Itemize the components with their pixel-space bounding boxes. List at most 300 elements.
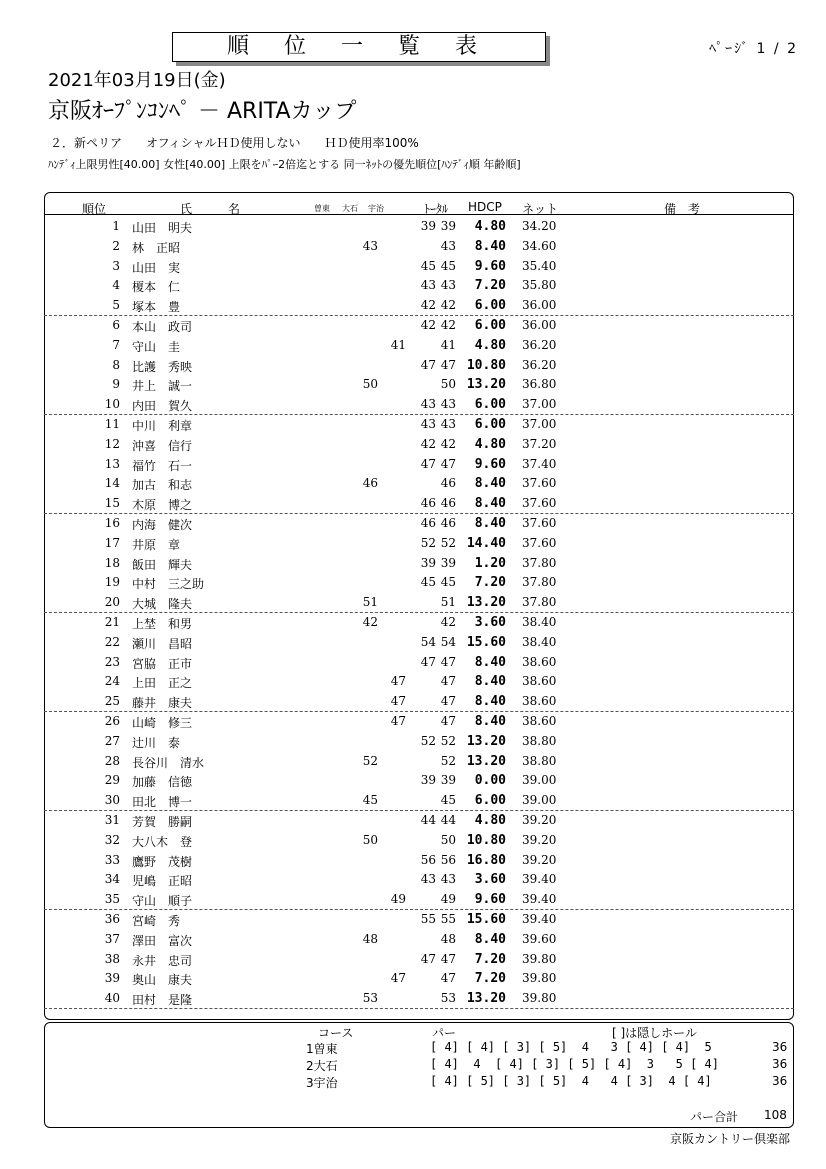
hdcp-cell: 6.00 xyxy=(474,298,506,314)
course-3-score-cell: 46 xyxy=(420,496,436,511)
hdcp-cell: 13.20 xyxy=(466,595,506,611)
rank-cell: 1 xyxy=(112,219,120,233)
rank-cell: 25 xyxy=(104,694,120,709)
hdcp-cell: 9.60 xyxy=(474,892,506,908)
net-cell: 38.60 xyxy=(522,694,557,709)
course-3-score-cell: 52 xyxy=(420,733,436,748)
name-cell: 大八木 登 xyxy=(132,834,193,849)
net-cell: 37.60 xyxy=(522,535,557,550)
table-row xyxy=(44,653,794,673)
course-3-score-cell: 42 xyxy=(420,436,436,451)
name-cell: 福竹 石一 xyxy=(132,458,193,473)
name-cell: 田北 博一 xyxy=(132,795,193,810)
course-3-score-cell: 39 xyxy=(420,219,436,233)
header-course-1: 曽東 xyxy=(314,204,330,213)
rank-cell: 18 xyxy=(104,555,120,570)
rank-cell: 40 xyxy=(104,991,120,1006)
rank-cell: 20 xyxy=(104,595,120,610)
hdcp-cell: 6.00 xyxy=(474,793,506,809)
course-3-score-cell: 42 xyxy=(420,318,436,332)
name-cell: 沖喜 信行 xyxy=(132,438,193,453)
name-cell: 井原 章 xyxy=(132,537,181,552)
course-3-score-cell: 47 xyxy=(420,951,436,966)
total-cell: 50 xyxy=(440,832,456,847)
course-3-score-cell: 43 xyxy=(420,417,436,431)
rank-cell: 34 xyxy=(104,872,120,887)
name-cell: 山田 実 xyxy=(132,260,181,275)
hdcp-cell: 9.60 xyxy=(474,258,506,274)
header-remarks: 備 考 xyxy=(664,202,701,216)
table-row xyxy=(44,890,794,910)
header-divider xyxy=(44,214,794,215)
name-cell: 比護 秀映 xyxy=(132,359,193,374)
rank-cell: 27 xyxy=(104,733,120,748)
total-cell: 47 xyxy=(440,456,456,471)
net-cell: 37.60 xyxy=(522,476,557,491)
total-cell: 43 xyxy=(440,278,456,293)
course-3-score-cell: 52 xyxy=(420,535,436,550)
table-row xyxy=(44,930,794,950)
rank-cell: 19 xyxy=(104,575,120,590)
rank-cell: 13 xyxy=(104,456,120,471)
rank-cell: 11 xyxy=(104,417,120,431)
course-1-score-cell: 45 xyxy=(362,793,378,808)
hdcp-cell: 13.20 xyxy=(466,377,506,393)
table-row xyxy=(44,435,794,455)
net-cell: 37.40 xyxy=(522,456,557,471)
table-row xyxy=(44,514,794,534)
rank-cell: 26 xyxy=(104,714,120,728)
total-cell: 47 xyxy=(440,714,456,728)
net-cell: 39.60 xyxy=(522,931,557,946)
conditions-line-2: ﾊﾝﾃﾞｨ上限男性[40.00] 女性[40.00] 上限をﾊﾟｰ2倍迄とする 同一ﾈｯﾄの優先順位[ﾊﾝﾃﾞｨ順 年齢順] xyxy=(48,158,521,171)
hdcp-cell: 7.20 xyxy=(474,951,506,967)
hdcp-cell: 7.20 xyxy=(474,278,506,294)
rank-cell: 39 xyxy=(104,971,120,986)
course-par: 36 xyxy=(772,1057,788,1071)
net-cell: 38.40 xyxy=(522,615,557,629)
total-cell: 55 xyxy=(440,912,456,926)
net-cell: 38.60 xyxy=(522,714,557,728)
rank-cell: 22 xyxy=(104,634,120,649)
par-header: パー xyxy=(432,1026,457,1040)
name-cell: 内田 賀久 xyxy=(132,399,193,414)
name-cell: 上埜 和男 xyxy=(132,617,193,631)
table-row xyxy=(44,296,794,316)
net-cell: 39.80 xyxy=(522,971,557,986)
total-cell: 41 xyxy=(440,337,456,352)
net-cell: 37.60 xyxy=(522,496,557,511)
rank-cell: 33 xyxy=(104,852,120,867)
total-cell: 46 xyxy=(440,516,456,530)
net-cell: 37.00 xyxy=(522,417,557,431)
net-cell: 35.40 xyxy=(522,258,557,273)
name-cell: 田村 是隆 xyxy=(132,993,193,1008)
group-divider xyxy=(44,1008,794,1009)
rank-cell: 10 xyxy=(104,397,120,412)
course-2-score-cell: 47 xyxy=(390,971,406,986)
total-cell: 39 xyxy=(440,219,456,233)
hdcp-cell: 3.60 xyxy=(474,615,506,630)
name-cell: 塚本 豊 xyxy=(132,300,181,315)
course-3-score-cell: 46 xyxy=(420,516,436,530)
net-cell: 34.20 xyxy=(522,219,557,233)
table-row xyxy=(44,554,794,574)
name-cell: 瀬川 昌昭 xyxy=(132,636,193,651)
name-cell: 藤井 康夫 xyxy=(132,696,193,711)
hdcp-cell: 15.60 xyxy=(466,912,506,927)
name-cell: 山崎 修三 xyxy=(132,716,193,730)
course-1-score-cell: 48 xyxy=(362,931,378,946)
hdcp-cell: 8.40 xyxy=(474,931,506,947)
total-cell: 42 xyxy=(440,298,456,313)
name-cell: 木原 博之 xyxy=(132,498,193,513)
table-row xyxy=(44,910,794,930)
table-row xyxy=(44,672,794,692)
table-row xyxy=(44,712,794,732)
hdcp-cell: 13.20 xyxy=(466,733,506,749)
course-3-score-cell: 47 xyxy=(420,654,436,669)
total-cell: 51 xyxy=(440,595,456,610)
name-cell: 井上 誠一 xyxy=(132,379,193,394)
total-cell: 50 xyxy=(440,377,456,392)
total-cell: 42 xyxy=(440,318,456,332)
total-cell: 39 xyxy=(440,555,456,570)
total-cell: 43 xyxy=(440,397,456,412)
net-cell: 34.60 xyxy=(522,238,557,253)
rank-cell: 16 xyxy=(104,516,120,530)
table-row xyxy=(44,474,794,494)
name-cell: 児嶋 正昭 xyxy=(132,874,193,889)
hdcp-cell: 8.40 xyxy=(474,516,506,531)
net-cell: 37.80 xyxy=(522,595,557,610)
table-row xyxy=(44,613,794,633)
rank-cell: 14 xyxy=(104,476,120,491)
net-cell: 39.00 xyxy=(522,793,557,808)
total-cell: 46 xyxy=(440,476,456,491)
total-cell: 42 xyxy=(440,615,456,629)
total-cell: 47 xyxy=(440,654,456,669)
total-cell: 47 xyxy=(440,971,456,986)
course-3-score-cell: 43 xyxy=(420,872,436,887)
total-cell: 48 xyxy=(440,931,456,946)
name-cell: 守山 圭 xyxy=(132,339,181,354)
table-row xyxy=(44,375,794,395)
name-cell: 飯田 輝夫 xyxy=(132,557,193,572)
total-cell: 45 xyxy=(440,258,456,273)
course-holes: [ 4] 4 [ 4] [ 3] [ 5] [ 4] 3 5 [ 4] xyxy=(430,1057,719,1071)
total-cell: 43 xyxy=(440,872,456,887)
net-cell: 38.40 xyxy=(522,634,557,649)
name-cell: 加藤 信徳 xyxy=(132,775,193,790)
net-cell: 39.80 xyxy=(522,951,557,966)
hdcp-cell: 7.20 xyxy=(474,971,506,987)
course-3-score-cell: 54 xyxy=(420,634,436,649)
hdcp-cell: 4.80 xyxy=(474,337,506,353)
table-row xyxy=(44,969,794,989)
rank-cell: 29 xyxy=(104,773,120,788)
course-1-score-cell: 50 xyxy=(362,377,378,392)
course-3-score-cell: 44 xyxy=(420,813,436,827)
course-name: 3宇治 xyxy=(306,1076,338,1090)
rank-cell: 28 xyxy=(104,753,120,768)
table-row xyxy=(44,534,794,554)
table-row xyxy=(44,276,794,296)
header-total: ﾄｰﾀﾙ xyxy=(424,202,449,216)
net-cell: 37.80 xyxy=(522,575,557,590)
par-total-value: 108 xyxy=(764,1108,787,1122)
rank-cell: 35 xyxy=(104,892,120,907)
total-cell: 45 xyxy=(440,575,456,590)
name-cell: 加古 和志 xyxy=(132,478,193,493)
total-cell: 43 xyxy=(440,417,456,431)
net-cell: 37.00 xyxy=(522,397,557,412)
total-cell: 47 xyxy=(440,357,456,372)
total-cell: 45 xyxy=(440,793,456,808)
name-cell: 芳賀 勝嗣 xyxy=(132,815,193,829)
net-cell: 37.20 xyxy=(522,436,557,451)
course-header: コース xyxy=(318,1026,354,1040)
name-cell: 林 正昭 xyxy=(132,240,181,255)
table-row xyxy=(44,752,794,772)
net-cell: 38.80 xyxy=(522,733,557,748)
rank-cell: 15 xyxy=(104,496,120,511)
rank-cell: 3 xyxy=(112,258,120,273)
course-1-score-cell: 50 xyxy=(362,832,378,847)
name-cell: 守山 順子 xyxy=(132,894,193,909)
hdcp-cell: 13.20 xyxy=(466,753,506,769)
hdcp-cell: 6.00 xyxy=(474,397,506,413)
hdcp-cell: 4.80 xyxy=(474,813,506,828)
competition-name: 京阪ｵｰﾌﾟﾝｺﾝﾍﾟ － ARITAカップ xyxy=(48,99,357,124)
course-1-score-cell: 53 xyxy=(362,991,378,1006)
hdcp-cell: 8.40 xyxy=(474,476,506,492)
table-row xyxy=(44,415,794,435)
rank-cell: 23 xyxy=(104,654,120,669)
net-cell: 36.80 xyxy=(522,377,557,392)
hdcp-cell: 16.80 xyxy=(466,852,506,868)
course-3-score-cell: 39 xyxy=(420,773,436,788)
course-1-score-cell: 51 xyxy=(362,595,378,610)
name-cell: 宮脇 正市 xyxy=(132,656,193,671)
course-par: 36 xyxy=(772,1040,788,1054)
hdcp-cell: 14.40 xyxy=(466,535,506,551)
total-cell: 54 xyxy=(440,634,456,649)
course-1-score-cell: 43 xyxy=(362,238,378,253)
course-3-score-cell: 39 xyxy=(420,555,436,570)
rank-cell: 30 xyxy=(104,793,120,808)
course-holes: [ 4] [ 5] [ 3] [ 5] 4 4 [ 3] 4 [ 4] xyxy=(430,1074,712,1088)
table-row xyxy=(44,692,794,712)
net-cell: 38.80 xyxy=(522,753,557,768)
table-row xyxy=(44,395,794,415)
rank-cell: 5 xyxy=(112,298,120,313)
course-3-score-cell: 43 xyxy=(420,397,436,412)
net-cell: 36.20 xyxy=(522,357,557,372)
hdcp-cell: 1.20 xyxy=(474,555,506,571)
rank-cell: 36 xyxy=(104,912,120,926)
net-cell: 39.00 xyxy=(522,773,557,788)
course-1-score-cell: 52 xyxy=(362,753,378,768)
name-cell: 本山 政司 xyxy=(132,320,193,334)
table-row xyxy=(44,811,794,831)
hdcp-cell: 10.80 xyxy=(466,832,506,848)
name-cell: 鷹野 茂樹 xyxy=(132,854,193,869)
table-row xyxy=(44,593,794,613)
table-row xyxy=(44,494,794,514)
course-3-score-cell: 43 xyxy=(420,278,436,293)
hdcp-cell: 4.80 xyxy=(474,436,506,452)
name-cell: 大城 隆夫 xyxy=(132,597,193,612)
course-2-score-cell: 47 xyxy=(390,694,406,709)
net-cell: 35.80 xyxy=(522,278,557,293)
header-rank: 順位 xyxy=(82,202,107,216)
table-row xyxy=(44,237,794,257)
net-cell: 39.20 xyxy=(522,852,557,867)
hdcp-cell: 4.80 xyxy=(474,219,506,234)
table-row xyxy=(44,336,794,356)
table-row xyxy=(44,573,794,593)
rank-cell: 31 xyxy=(104,813,120,827)
table-row xyxy=(44,455,794,475)
course-2-score-cell: 47 xyxy=(390,674,406,689)
hdcp-cell: 10.80 xyxy=(466,357,506,373)
rank-cell: 17 xyxy=(104,535,120,550)
net-cell: 36.00 xyxy=(522,318,557,332)
course-3-score-cell: 56 xyxy=(420,852,436,867)
total-cell: 52 xyxy=(440,753,456,768)
rank-cell: 37 xyxy=(104,931,120,946)
total-cell: 56 xyxy=(440,852,456,867)
hdcp-cell: 6.00 xyxy=(474,417,506,432)
table-row xyxy=(44,316,794,336)
total-cell: 47 xyxy=(440,951,456,966)
net-cell: 39.40 xyxy=(522,912,557,926)
header-course-3: 宇治 xyxy=(368,204,384,213)
total-cell: 43 xyxy=(440,238,456,253)
name-cell: 山田 明夫 xyxy=(132,221,193,235)
net-cell: 36.00 xyxy=(522,298,557,313)
name-cell: 永井 忠司 xyxy=(132,953,193,968)
rank-cell: 21 xyxy=(104,615,120,629)
event-date: 2021年03月19日(金) xyxy=(48,70,226,91)
total-cell: 42 xyxy=(440,436,456,451)
hdcp-cell: 0.00 xyxy=(474,773,506,789)
total-cell: 46 xyxy=(440,496,456,511)
name-cell: 榎本 仁 xyxy=(132,280,181,295)
header-hdcp: HDCP xyxy=(468,200,502,214)
hdcp-cell: 6.00 xyxy=(474,318,506,333)
total-cell: 47 xyxy=(440,674,456,689)
table-row xyxy=(44,771,794,791)
header-net: ネット xyxy=(522,202,559,216)
par-total-label: パー合計 xyxy=(690,1110,739,1124)
table-row xyxy=(44,257,794,277)
rank-cell: 12 xyxy=(104,436,120,451)
course-3-score-cell: 55 xyxy=(420,912,436,926)
course-3-score-cell: 42 xyxy=(420,298,436,313)
net-cell: 39.20 xyxy=(522,832,557,847)
hdcp-cell: 8.40 xyxy=(474,674,506,690)
page-indicator: ﾍﾟｰｼﾞ 1 / 2 xyxy=(709,41,798,57)
course-par: 36 xyxy=(772,1074,788,1088)
total-cell: 47 xyxy=(440,694,456,709)
name-cell: 辻川 泰 xyxy=(132,735,181,750)
hdcp-cell: 15.60 xyxy=(466,634,506,650)
name-cell: 中村 三之助 xyxy=(132,577,205,592)
net-cell: 38.60 xyxy=(522,654,557,669)
hdcp-cell: 8.40 xyxy=(474,654,506,670)
hdcp-cell: 8.40 xyxy=(474,694,506,710)
document-title: 順 位 一 覧 表 xyxy=(172,32,546,62)
name-cell: 澤田 富次 xyxy=(132,933,193,948)
course-3-score-cell: 45 xyxy=(420,575,436,590)
hdcp-cell: 7.20 xyxy=(474,575,506,591)
total-cell: 52 xyxy=(440,535,456,550)
header-name: 氏 名 xyxy=(180,202,241,216)
hdcp-cell: 3.60 xyxy=(474,872,506,888)
table-row xyxy=(44,851,794,871)
course-name: 2大石 xyxy=(306,1059,338,1073)
net-cell: 37.80 xyxy=(522,555,557,570)
course-3-score-cell: 45 xyxy=(420,258,436,273)
rank-cell: 24 xyxy=(104,674,120,689)
course-holes: [ 4] [ 4] [ 3] [ 5] 4 3 [ 4] [ 4] 5 xyxy=(430,1040,712,1054)
net-cell: 39.40 xyxy=(522,872,557,887)
table-row xyxy=(44,870,794,890)
total-cell: 49 xyxy=(440,892,456,907)
course-1-score-cell: 46 xyxy=(362,476,378,491)
net-cell: 39.80 xyxy=(522,991,557,1006)
course-3-score-cell: 47 xyxy=(420,456,436,471)
table-row xyxy=(44,217,794,237)
hdcp-cell: 8.40 xyxy=(474,238,506,254)
table-row xyxy=(44,356,794,376)
name-cell: 奥山 康夫 xyxy=(132,973,193,988)
rank-cell: 8 xyxy=(112,357,120,372)
net-cell: 36.20 xyxy=(522,337,557,352)
net-cell: 39.40 xyxy=(522,892,557,907)
table-row xyxy=(44,633,794,653)
course-2-score-cell: 49 xyxy=(390,892,406,907)
total-cell: 52 xyxy=(440,733,456,748)
table-row xyxy=(44,950,794,970)
rank-cell: 6 xyxy=(112,318,120,332)
table-row xyxy=(44,791,794,811)
course-2-score-cell: 47 xyxy=(390,714,406,728)
name-cell: 上田 正之 xyxy=(132,676,193,691)
hdcp-cell: 13.20 xyxy=(466,991,506,1007)
conditions-line-1: ２．新ペリア オフィシャルＨＤ使用しない ＨＤ使用率100% xyxy=(50,136,419,150)
total-cell: 44 xyxy=(440,813,456,827)
hdcp-cell: 9.60 xyxy=(474,456,506,472)
course-2-score-cell: 41 xyxy=(390,337,406,352)
name-cell: 長谷川 清水 xyxy=(132,755,205,770)
rank-cell: 32 xyxy=(104,832,120,847)
hidden-hole-note: [ ]は隠しホール xyxy=(612,1026,697,1040)
total-cell: 39 xyxy=(440,773,456,788)
rank-cell: 2 xyxy=(112,238,120,253)
hdcp-cell: 8.40 xyxy=(474,714,506,729)
course-3-score-cell: 47 xyxy=(420,357,436,372)
name-cell: 内海 健次 xyxy=(132,518,193,532)
table-row xyxy=(44,831,794,851)
net-cell: 38.60 xyxy=(522,674,557,689)
course-name: 1曽東 xyxy=(306,1042,338,1056)
club-name: 京阪カントリー倶楽部 xyxy=(669,1132,790,1146)
rank-cell: 38 xyxy=(104,951,120,966)
header-course-2: 大石 xyxy=(342,204,358,213)
